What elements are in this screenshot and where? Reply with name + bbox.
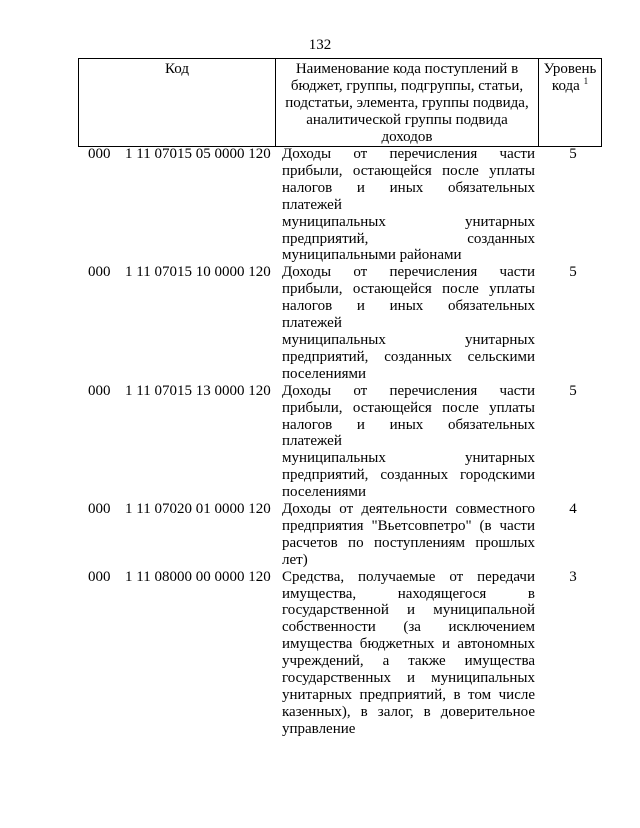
column-header-name-line: аналитической группы подвида доходов	[306, 112, 508, 145]
column-header-level-text: кода	[551, 78, 580, 94]
row-level: 5	[569, 264, 577, 281]
row-name-line: имущества бюджетных и автономных	[282, 636, 535, 653]
row-code: 1 11 07015 10 0000 120	[125, 264, 271, 281]
row-code: 1 11 07020 01 0000 120	[125, 501, 271, 518]
table-row	[0, 501, 640, 569]
row-name-line: муниципальными районами	[282, 247, 462, 264]
row-name-line: налогов и иных обязательных платежей	[282, 298, 535, 332]
row-name-line: поселениями	[282, 484, 367, 501]
row-name-line: Доходы от перечисления части	[282, 382, 535, 399]
column-header-level	[539, 59, 602, 147]
row-name-line: государственных и муниципальных	[282, 670, 535, 687]
row-code: 1 11 07015 05 0000 120	[125, 146, 271, 162]
row-name-line: государственной и муниципальной	[282, 602, 535, 619]
footnote-marker: 1	[583, 76, 589, 86]
column-header-name-line: Наименование кода поступлений в	[295, 61, 519, 77]
table-header	[78, 58, 602, 147]
row-name-line: унитарных предприятий, в том числе	[282, 687, 535, 703]
table-row	[0, 146, 640, 264]
row-name	[282, 264, 535, 382]
row-name-line: казенных), в залог, в доверительное	[282, 703, 535, 720]
row-level: 4	[569, 501, 577, 518]
row-name-line: прибыли, остающейся после уплаты	[282, 281, 535, 298]
row-code-prefix: 000	[88, 568, 111, 585]
column-header-name-line: подстатьи, элемента, группы подвида,	[285, 95, 529, 111]
row-name-line: имущества, находящегося в	[282, 585, 535, 602]
row-name-line: предприятий, созданных сельскими	[282, 348, 535, 365]
row-name-line: муниципальных унитарных	[282, 450, 535, 467]
row-name-line: прибыли, остающейся после уплаты	[282, 162, 535, 179]
column-header-code	[79, 59, 276, 147]
row-level: 3	[569, 568, 577, 585]
row-name-line: налогов и иных обязательных платежей	[282, 416, 535, 450]
row-name-line: лет)	[282, 551, 308, 568]
row-code-prefix: 000	[88, 501, 111, 518]
column-header-code-label: Код	[165, 61, 189, 77]
row-code-prefix: 000	[88, 264, 111, 281]
row-name	[282, 383, 535, 501]
row-name-line: расчетов по поступлениям прошлых	[282, 534, 535, 551]
table-body	[0, 146, 640, 738]
page-number: 132	[308, 37, 332, 53]
row-name-line: управление	[282, 720, 356, 737]
row-name-line: Средства, получаемые от передачи	[282, 568, 535, 585]
table-row	[0, 264, 640, 382]
row-code: 1 11 07015 13 0000 120	[125, 382, 271, 399]
row-name-line: Доходы от перечисления части	[282, 146, 535, 162]
row-name-line: налогов и иных обязательных платежей	[282, 179, 535, 213]
row-name-line: поселениями	[282, 365, 367, 382]
row-level: 5	[569, 146, 577, 162]
row-code-prefix: 000	[88, 146, 111, 162]
column-header-name-line: бюджет, группы, подгруппы, статьи,	[290, 78, 524, 94]
row-name-line: собственности (за исключением	[282, 619, 535, 636]
row-code: 1 11 08000 00 0000 120	[125, 568, 271, 585]
column-header-level-line2	[542, 78, 598, 95]
column-header-level-line1: Уровень	[543, 61, 597, 77]
row-name-line: муниципальных унитарных	[282, 213, 535, 230]
row-code-prefix: 000	[88, 382, 111, 399]
row-level: 5	[569, 382, 577, 399]
row-name-line: Доходы от перечисления части	[282, 264, 535, 281]
row-name	[282, 501, 535, 569]
row-name-line: муниципальных унитарных	[282, 331, 535, 348]
row-name-line: предприятия "Вьетсовпетро" (в части	[282, 517, 535, 534]
table-row	[0, 383, 640, 501]
column-header-name	[276, 59, 539, 147]
row-name-line: прибыли, остающейся после уплаты	[282, 399, 535, 416]
row-name-line: предприятий, созданных	[282, 230, 535, 247]
row-name	[282, 146, 535, 264]
row-name-line: учреждений, а также имущества	[282, 653, 535, 670]
row-name-line: Доходы от деятельности совместного	[282, 501, 535, 518]
row-name	[282, 569, 535, 738]
table-row	[0, 569, 640, 738]
row-name-line: предприятий, созданных городскими	[282, 467, 535, 484]
